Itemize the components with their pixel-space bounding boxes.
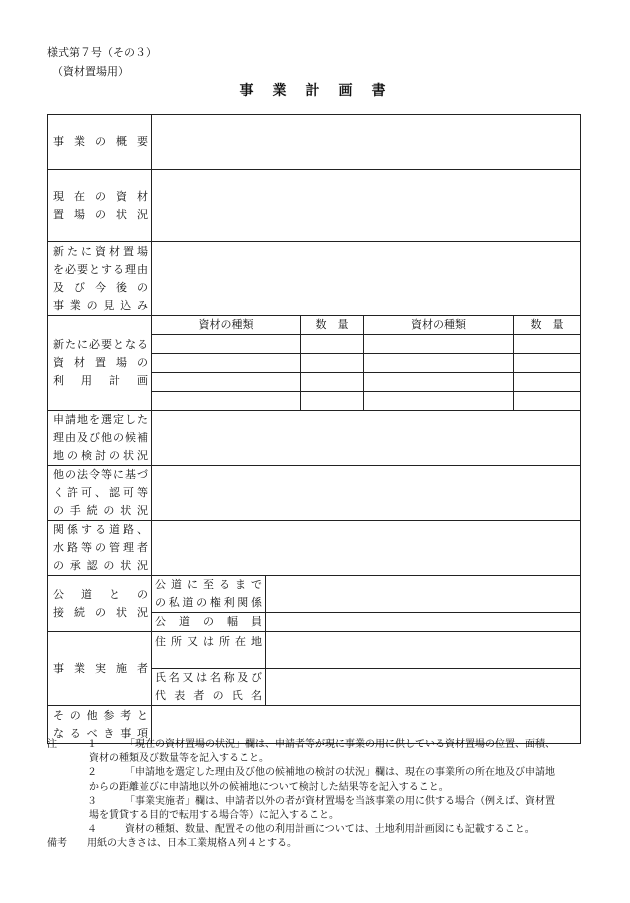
label-gaiyou: 事 業 の 概 要: [48, 115, 152, 170]
quantity-cell[interactable]: [301, 373, 364, 392]
field-douro[interactable]: [152, 521, 581, 576]
label-sentei: 申請地を選定した 理由及び他の候補 地の検討の状況: [48, 411, 152, 466]
note-text: からの距離並びに申請地以外の候補地について検討した結果等を記入すること。: [89, 781, 449, 793]
field-hourei[interactable]: [152, 466, 581, 521]
note-text: 資材の種類及び数量等を記入すること。: [89, 753, 269, 765]
field-gaiyou[interactable]: [152, 115, 581, 170]
label-sonota: そ の 他 参 考 と な る べ き 事 項: [48, 706, 152, 744]
biko-label: 備考: [47, 838, 67, 850]
note-number: ４: [87, 824, 97, 836]
biko: [47, 837, 592, 851]
header-material-type-2: 資材の種類: [364, 316, 514, 335]
header-material-type-1: 資材の種類: [152, 316, 301, 335]
label-jisshisha: 事 業 実 施 者: [48, 632, 152, 706]
label-hourei: 他の法令等に基づ く許可、認可等 の 手 続 の 状 況: [48, 466, 152, 521]
material-cell[interactable]: [152, 373, 301, 392]
quantity-cell[interactable]: [301, 354, 364, 373]
field-name-representative[interactable]: [266, 669, 581, 706]
note-item-2: [47, 766, 592, 780]
material-cell[interactable]: [364, 335, 514, 354]
note-number: １: [87, 739, 97, 750]
biko-text: 用紙の大きさは、日本工業規格Ａ列４とする。: [87, 838, 297, 850]
note-text: 「現在の資材置場の状況」欄は、申請者等が現に事業の用に供している資材置場の位置、面積、: [125, 739, 555, 750]
notes-label: 注: [47, 739, 57, 750]
field-genzai[interactable]: [152, 170, 581, 242]
note-text: 資材の種類、数量、配置その他の利用計画については、土地利用計画図にも記載すること。: [125, 824, 535, 836]
label-name-representative: 氏名又は名称及び 代表者の氏名: [152, 669, 266, 706]
plan-table: [47, 114, 581, 744]
field-road-width[interactable]: [266, 613, 581, 632]
material-cell[interactable]: [152, 354, 301, 373]
header-quantity-2: 数 量: [514, 316, 581, 335]
label-private-road-rights: 公道に至るまで の私道の権利関係: [152, 576, 266, 613]
label-douro: 関係する道路、 水路等の管理者 の 承 認 の 状 況: [48, 521, 152, 576]
field-riyuu[interactable]: [152, 242, 581, 316]
note-number: ２: [87, 767, 97, 779]
header-quantity-1: 数 量: [301, 316, 364, 335]
page-title: 事業計画書: [239, 83, 405, 99]
quantity-cell[interactable]: [514, 392, 581, 411]
label-koudou: 公 道 と の 接 続 の 状 況: [48, 576, 152, 632]
note-item-1: [47, 738, 592, 752]
field-sentei[interactable]: [152, 411, 581, 466]
form-number: 様式第７号（その３）: [47, 46, 157, 59]
field-address[interactable]: [266, 632, 581, 669]
quantity-cell[interactable]: [514, 335, 581, 354]
material-cell[interactable]: [364, 392, 514, 411]
note-number: ３: [87, 795, 97, 807]
note-text: 場を賃貸する目的で転用する場合等）に記入すること。: [89, 810, 339, 822]
note-item-3: [47, 795, 592, 809]
quantity-cell[interactable]: [301, 392, 364, 411]
note-text: 「申請地を選定した理由及び他の候補地の検討の状況」欄は、現在の事業所の所在地及び申請地: [125, 767, 555, 779]
label-riyou: 新たに必要となる 資 材 置 場 の 利 用 計 画: [48, 316, 152, 411]
material-cell[interactable]: [152, 392, 301, 411]
material-cell[interactable]: [364, 373, 514, 392]
label-riyuu: 新たに資材置場 を必要とする理由 及 び 今 後 の 事 業 の 見 込 み: [48, 242, 152, 316]
label-genzai: 現 在 の 資 材 置 場 の 状 況: [48, 170, 152, 242]
note-text: 「事業実施者」欄は、申請者以外の者が資材置場を当該事業の用に供する場合（例えば、資材置: [125, 795, 555, 807]
quantity-cell[interactable]: [514, 373, 581, 392]
quantity-cell[interactable]: [514, 354, 581, 373]
note-item-4: [47, 823, 592, 837]
notes: [47, 738, 592, 852]
quantity-cell[interactable]: [301, 335, 364, 354]
form-subtitle: （資材置場用）: [52, 65, 129, 78]
label-road-width: 公 道 の 幅 員: [152, 613, 266, 632]
field-private-road-rights[interactable]: [266, 576, 581, 613]
material-cell[interactable]: [364, 354, 514, 373]
label-address: 住所又は所在地: [152, 632, 266, 669]
material-cell[interactable]: [152, 335, 301, 354]
